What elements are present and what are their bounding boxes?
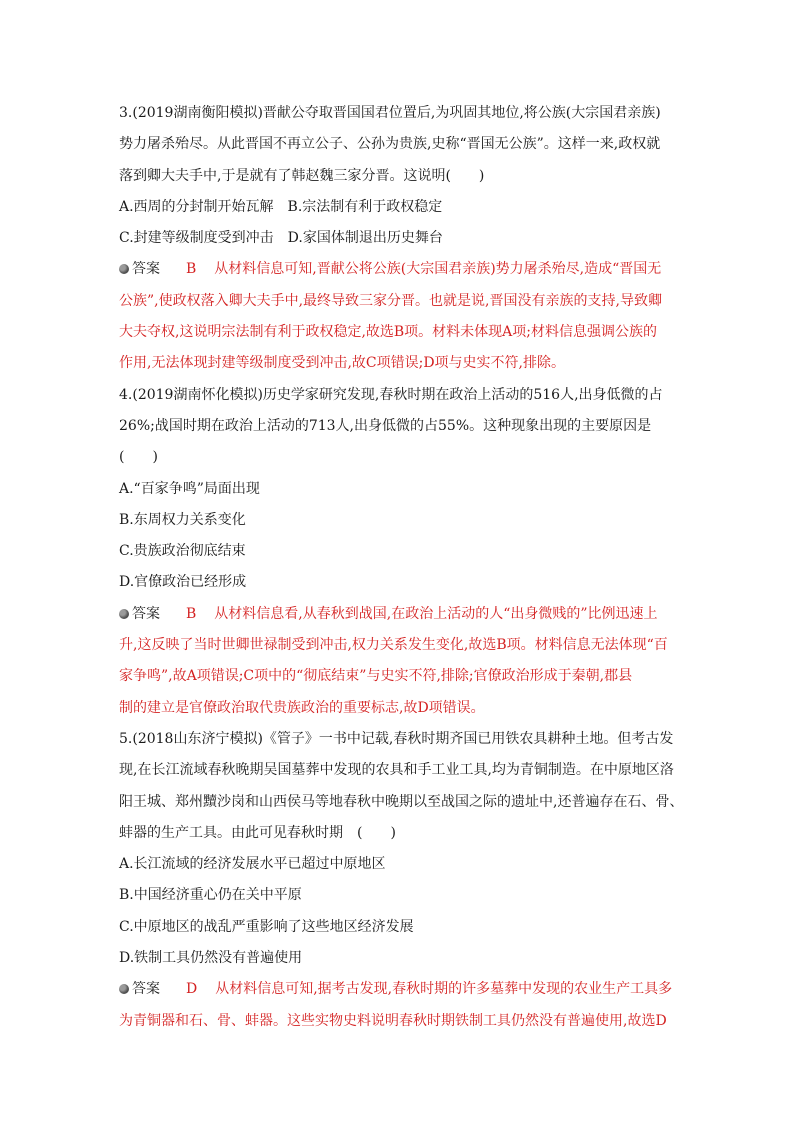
answer-bullet-icon — [119, 984, 129, 994]
answer-explanation-line — [119, 974, 684, 1005]
answer-explanation-line: 作用,无法体现封建等级制度受到冲击,故C项错误;D项与史实不符,排除。 — [119, 355, 566, 372]
answer-explanation-line: 升,这反映了当时世卿世禄制受到冲击,权力关系发生变化,故选B项。材料信息无法体现“百 — [119, 637, 668, 654]
answer-key: B — [186, 605, 197, 622]
question-stem-line: 4.(2019湖南怀化模拟)历史学家研究发现,春秋时期在政治上活动的516人,出身低微的占 — [119, 386, 663, 403]
answer-key: D — [186, 981, 198, 998]
questions-content — [119, 98, 684, 1037]
question-stem-line: 现,在长江流域春秋晚期吴国墓葬中发现的农具和手工业工具,均为青铜制造。在中原地区洛 — [119, 762, 674, 779]
answer-option: C.封建等级制度受到冲击 D.家国体制退出历史舞台 — [119, 230, 443, 247]
question-stem-line: 5.(2018山东济宁模拟)《管子》一书中记载,春秋时期齐国已用铁农具耕种土地。但考古发 — [119, 730, 674, 747]
answer-option: A.长江流域的经济发展水平已超过中原地区 — [119, 856, 386, 873]
question-stem-line: 势力屠杀殆尽。从此晋国不再立公子、公孙为贵族,史称“晋国无公族”。这样一来,政权就 — [119, 136, 661, 153]
answer-explanation-line — [119, 254, 684, 285]
answer-explanation-line: 公族”,使政权落入卿大夫手中,最终导致三家分晋。也就是说,晋国没有亲族的支持,导致卿 — [119, 292, 662, 309]
answer-option: C.贵族政治彻底结束 — [119, 543, 246, 560]
answer-explanation-line: 制的建立是官僚政治取代贵族政治的重要标志,故D项错误。 — [119, 699, 485, 716]
answer-label: 答案 — [132, 981, 160, 998]
answer-explanation-line — [119, 599, 684, 630]
answer-option: D.官僚政治已经形成 — [119, 574, 247, 591]
answer-key: B — [186, 261, 197, 278]
question-stem-line: ( ) — [119, 449, 158, 466]
answer-explanation-line: 家争鸣”,故A项错误;C项中的“彻底结束”与史实不符,排除;官僚政治形成于秦朝,郡县 — [119, 668, 633, 685]
answer-text: 从材料信息可知,晋献公将公族(大宗国君亲族)势力屠杀殆尽,造成“晋国无 — [214, 261, 662, 278]
answer-option: B.东周权力关系变化 — [119, 511, 246, 528]
question-stem-line: 3.(2019湖南衡阳模拟)晋献公夺取晋国国君位置后,为巩固其地位,将公族(大宗国君亲族) — [119, 105, 661, 121]
question-stem-line: 蚌器的生产工具。由此可见春秋时期 ( ) — [119, 824, 396, 841]
answer-label: 答案 — [132, 605, 160, 622]
answer-option: D.铁制工具仍然没有普遍使用 — [119, 950, 303, 967]
answer-option: A.西周的分封制开始瓦解 B.宗法制有利于政权稳定 — [119, 198, 443, 215]
answer-option: B.中国经济重心仍在关中平原 — [119, 887, 302, 904]
answer-bullet-icon — [119, 609, 129, 619]
answer-bullet-icon — [119, 264, 129, 274]
answer-tag — [119, 981, 160, 997]
answer-text: 从材料信息可知,据考古发现,春秋时期的许多墓葬中发现的农业生产工具多 — [215, 981, 673, 998]
answer-explanation-line: 为青铜器和石、骨、蚌器。这些实物史料说明春秋时期铁制工具仍然没有普遍使用,故选D — [119, 1012, 667, 1029]
question-stem-line: 落到卿大夫手中,于是就有了韩赵魏三家分晋。这说明( ) — [119, 167, 485, 184]
answer-option: A.“百家争鸣”局面出现 — [119, 480, 260, 497]
answer-label: 答案 — [132, 261, 160, 278]
answer-option: C.中原地区的战乱严重影响了这些地区经济发展 — [119, 918, 414, 935]
question-stem-line: 26%;战国时期在政治上活动的713人,出身低微的占55%。这种现象出现的主要原因是 — [119, 417, 652, 434]
answer-explanation-line: 大夫夺权,这说明宗法制有利于政权稳定,故选B项。材料未体现A项;材料信息强调公族的 — [119, 324, 658, 341]
answer-tag — [119, 261, 160, 277]
question-stem-line: 阳王城、郑州黷沙岗和山西侯马等地春秋中晚期以至战国之际的遗址中,还普遍存在石、骨、 — [119, 793, 684, 810]
answer-text: 从材料信息看,从春秋到战国,在政治上活动的人“出身微贱的”比例迅速上 — [214, 605, 658, 622]
answer-tag — [119, 606, 160, 622]
